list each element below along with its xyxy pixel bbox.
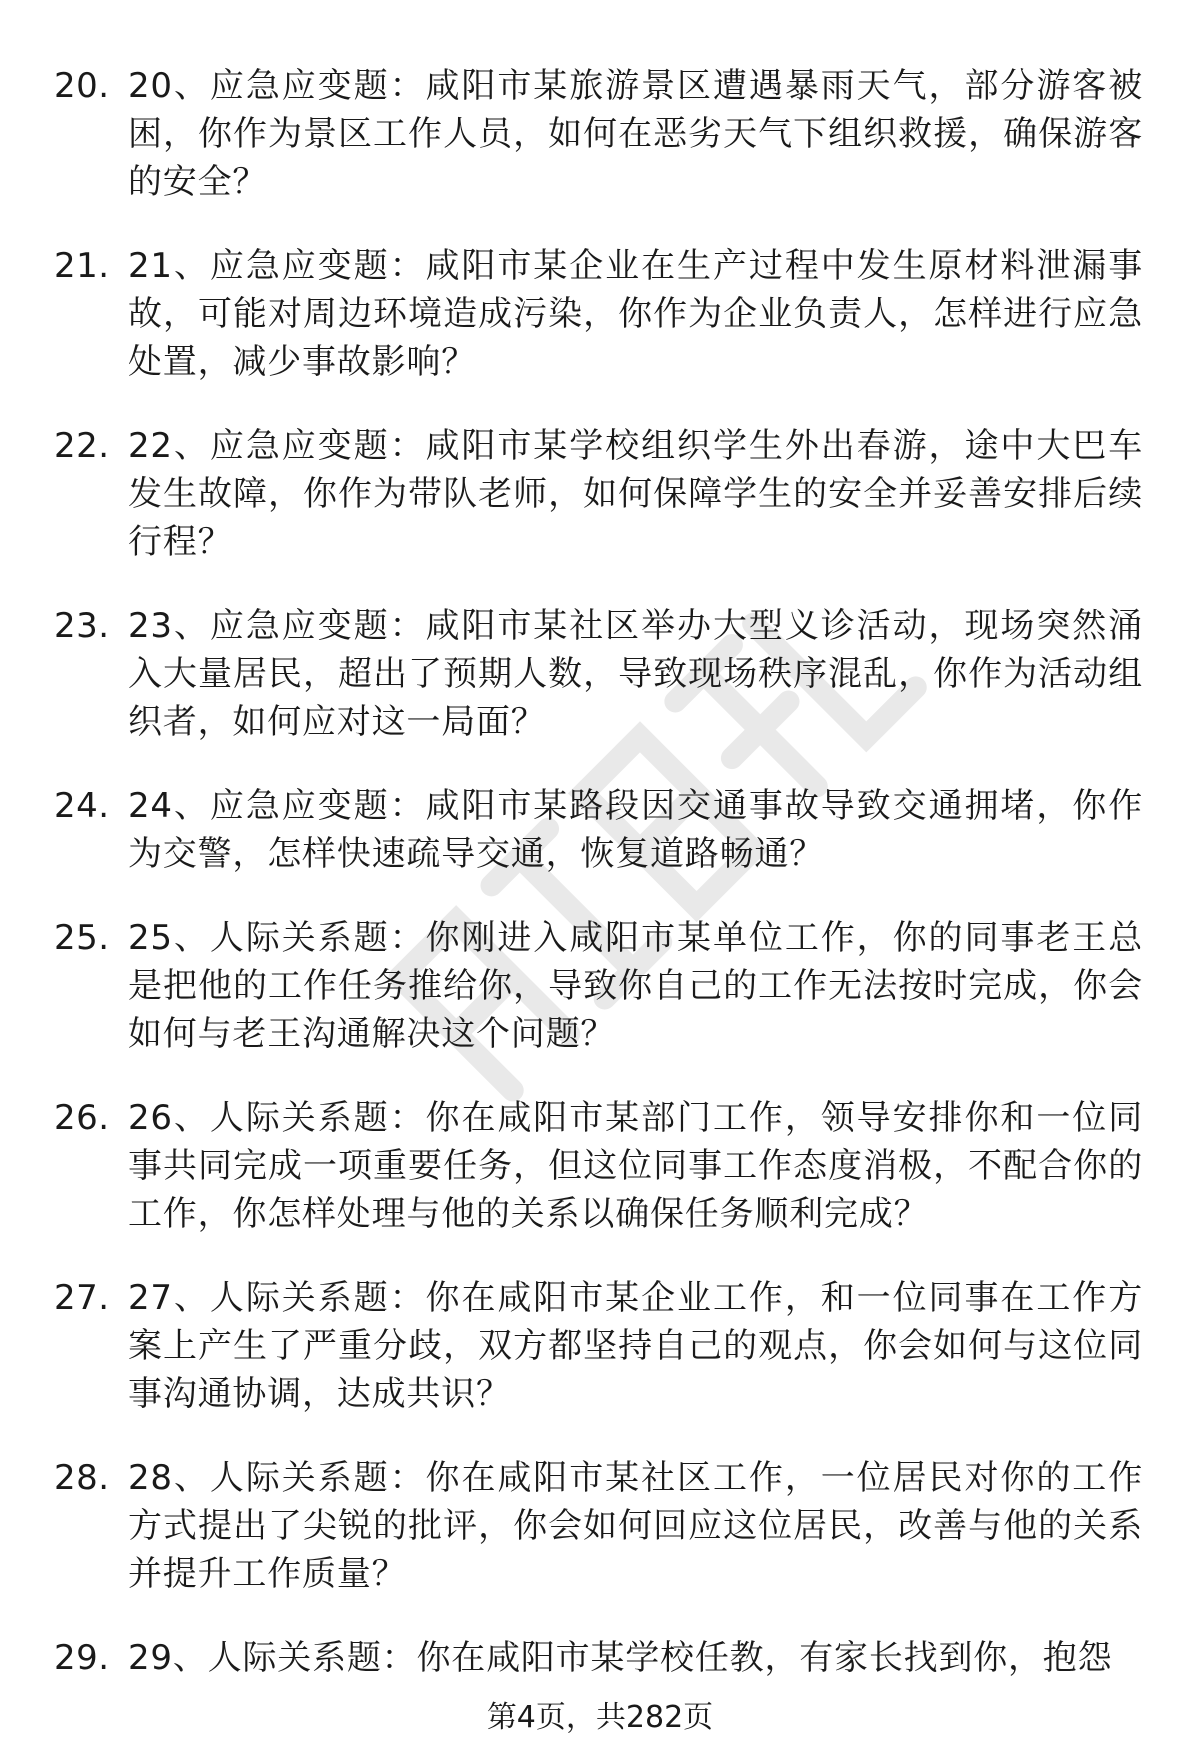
question-number: 29. [54,1638,110,1678]
question-number: 20. [54,66,110,106]
question-text: 20、应急应变题：咸阳市某旅游景区遭遇暴雨天气，部分游客被困，你作为景区工作人员，如何在恶劣天气下组织救援，确保游客的安全？ [128,66,1143,202]
question-text: 21、应急应变题：咸阳市某企业在生产过程中发生原材料泄漏事故，可能对周边环境造成污染，你作为企业负责人，怎样进行应急处置，减少事故影响？ [128,246,1143,382]
question-text: 27、人际关系题：你在咸阳市某企业工作，和一位同事在工作方案上产生了严重分歧，双方都坚持自己的观点，你会如何与这位同事沟通协调，达成共识？ [128,1278,1143,1414]
question-number: 26. [54,1098,110,1138]
question-number: 27. [54,1278,110,1318]
question-item [0,1094,1200,1240]
question-item [0,782,1200,880]
question-text: 26、人际关系题：你在咸阳市某部门工作，领导安排你和一位同事共同完成一项重要任务，但这位同事工作态度消极，不配合你的工作，你怎样处理与他的关系以确保任务顺利完成？ [128,1098,1143,1234]
question-text: 22、应急应变题：咸阳市某学校组织学生外出春游，途中大巴车发生故障，你作为带队老师，如何保障学生的安全并妥善安排后续行程？ [128,426,1143,562]
question-number: 23. [54,606,110,646]
question-item [0,62,1200,208]
question-text: 23、应急应变题：咸阳市某社区举办大型义诊活动，现场突然涌入大量居民，超出了预期人数，导致现场秩序混乱，你作为活动组织者，如何应对这一局面？ [128,606,1143,742]
question-number: 21. [54,246,110,286]
question-number: 24. [54,786,110,826]
question-item [0,242,1200,388]
question-item [0,602,1200,748]
question-item [0,914,1200,1060]
question-text: 25、人际关系题：你刚进入咸阳市某单位工作，你的同事老王总是把他的工作任务推给你，导致你自己的工作无法按时完成，你会如何与老王沟通解决这个问题？ [128,918,1143,1054]
question-list [0,62,1200,1728]
question-item [0,1274,1200,1420]
question-item [0,1634,1200,1694]
question-item [0,1454,1200,1600]
question-text: 29、人际关系题：你在咸阳市某学校任教，有家长找到你，抱怨 [128,1638,1113,1678]
question-number: 25. [54,918,110,958]
question-text: 24、应急应变题：咸阳市某路段因交通事故导致交通拥堵，你作为交警，怎样快速疏导交通，恢复道路畅通？ [128,786,1143,874]
question-number: 22. [54,426,110,466]
question-number: 28. [54,1458,110,1498]
question-item [0,422,1200,568]
page-footer: 第4页，共282页 [486,1700,714,1735]
question-text: 28、人际关系题：你在咸阳市某社区工作，一位居民对你的工作方式提出了尖锐的批评，你会如何回应这位居民，改善与他的关系并提升工作质量？ [128,1458,1143,1594]
